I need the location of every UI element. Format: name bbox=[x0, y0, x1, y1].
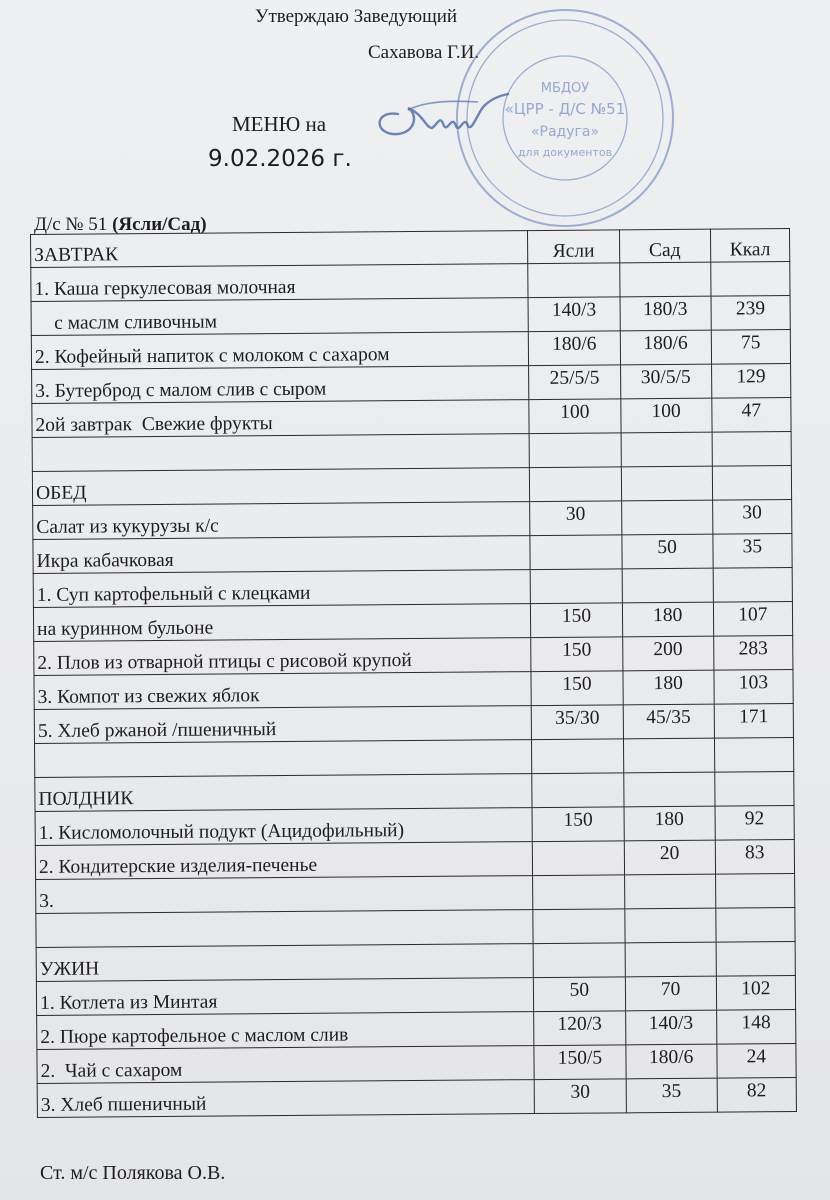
org-name: Д/с № 51 bbox=[34, 214, 108, 235]
kcal-value: 24 bbox=[717, 1044, 796, 1079]
yasli-portion bbox=[530, 569, 621, 604]
yasli-portion: 180/6 bbox=[529, 331, 620, 366]
sad-portion bbox=[623, 738, 714, 773]
yasli-portion: 50 bbox=[534, 977, 625, 1012]
dish-name: УЖИН bbox=[36, 944, 534, 982]
kcal-value: 239 bbox=[711, 296, 790, 331]
sad-portion bbox=[623, 772, 714, 807]
yasli-portion bbox=[533, 943, 624, 978]
dish-name: 1. Каша геркулесовая молочная bbox=[31, 264, 529, 302]
kcal-value bbox=[711, 262, 790, 297]
sad-portion bbox=[619, 262, 710, 297]
dish-name: ОБЕД bbox=[32, 468, 530, 506]
sad-portion: 70 bbox=[625, 976, 716, 1011]
yasli-portion: 150 bbox=[531, 671, 622, 706]
sad-portion: 50 bbox=[621, 534, 712, 569]
stamp-line-2: «ЦРР - Д/С №51 bbox=[504, 100, 626, 118]
sad-portion: 30/5/5 bbox=[620, 364, 711, 399]
dish-name: 3. Компот из свежих яблок bbox=[34, 672, 532, 710]
dish-name: ПОЛДНИК bbox=[35, 774, 533, 812]
kcal-value: 103 bbox=[714, 670, 793, 705]
stamp-line-1: МБДОУ bbox=[540, 81, 590, 96]
org-group: (Ясли/Сад) bbox=[112, 214, 207, 235]
yasli-portion bbox=[529, 433, 620, 468]
sad-portion bbox=[621, 466, 712, 501]
menu-date: 9.02.2026 г. bbox=[208, 146, 352, 172]
dish-name: 1. Кисломолочный подукт (Ацидофильный) bbox=[35, 808, 533, 846]
sad-portion: 35 bbox=[626, 1078, 717, 1113]
dish-name: 2. Кондитерские изделия-печенье bbox=[35, 842, 533, 880]
sad-portion: 180/3 bbox=[620, 296, 711, 331]
yasli-portion bbox=[532, 773, 623, 808]
table-header-row bbox=[31, 229, 790, 268]
sad-portion: 180 bbox=[624, 806, 715, 841]
dish-name: 1. Котлета из Минтая bbox=[36, 978, 534, 1016]
dish-name: 3. Хлеб пшеничный bbox=[37, 1080, 535, 1118]
sad-portion: 180 bbox=[622, 670, 713, 705]
sad-portion: 200 bbox=[622, 636, 713, 671]
sad-portion: 45/35 bbox=[623, 704, 714, 739]
table-row bbox=[37, 1078, 796, 1118]
kcal-value bbox=[716, 942, 795, 977]
dish-name bbox=[36, 910, 534, 948]
dish-name: с маслм сливочным bbox=[31, 298, 529, 336]
dish-name: 3. Бутерброд с малом слив с сыром bbox=[32, 366, 530, 404]
header-section-breakfast: ЗАВТРАК bbox=[31, 231, 529, 268]
sad-portion: 180 bbox=[622, 602, 713, 637]
yasli-portion bbox=[532, 739, 623, 774]
dish-name: 2. Пюре картофельное с маслом слив bbox=[37, 1012, 535, 1050]
sad-portion bbox=[622, 568, 713, 603]
kcal-value bbox=[715, 772, 794, 807]
sad-portion bbox=[624, 908, 715, 943]
kcal-value: 129 bbox=[711, 364, 790, 399]
stamp-line-4: для документов bbox=[517, 146, 613, 159]
kcal-value: 283 bbox=[713, 636, 792, 671]
footer-signed: Ст. м/с Полякова О.В. bbox=[40, 1162, 226, 1184]
kcal-value: 35 bbox=[713, 534, 792, 569]
yasli-portion bbox=[533, 909, 624, 944]
yasli-portion: 100 bbox=[529, 399, 620, 434]
yasli-portion: 120/3 bbox=[534, 1011, 625, 1046]
sad-portion bbox=[621, 500, 712, 535]
approval-line-2: Сахавова Г.И. bbox=[368, 42, 480, 63]
kcal-value bbox=[712, 466, 791, 501]
sad-portion bbox=[621, 432, 712, 467]
kcal-value bbox=[712, 432, 791, 467]
yasli-portion: 150 bbox=[532, 807, 623, 842]
approval-line-1: Утверждаю Заведующий bbox=[255, 6, 458, 27]
yasli-portion bbox=[528, 263, 619, 298]
yasli-portion: 35/30 bbox=[532, 705, 623, 740]
kcal-value bbox=[713, 568, 792, 603]
stamp-line-3: «Радуга» bbox=[530, 124, 600, 140]
kcal-value: 148 bbox=[716, 1010, 795, 1045]
signature-scribble bbox=[368, 84, 518, 144]
kcal-value bbox=[714, 738, 793, 773]
kcal-value: 102 bbox=[716, 976, 795, 1011]
dish-name: Салат из кукурузы к/с bbox=[33, 502, 531, 540]
dish-name: 2ой завтрак Свежие фрукты bbox=[32, 400, 530, 438]
menu-title: МЕНЮ на bbox=[232, 112, 327, 136]
dish-name: на куринном бульоне bbox=[33, 604, 531, 642]
yasli-portion: 25/5/5 bbox=[529, 365, 620, 400]
yasli-portion: 150/5 bbox=[534, 1045, 625, 1080]
dish-name bbox=[32, 434, 530, 472]
kcal-value: 107 bbox=[713, 602, 792, 637]
dish-name: 2. Кофейный напиток с молоком с сахаром bbox=[31, 332, 529, 370]
kcal-value: 75 bbox=[711, 330, 790, 365]
kcal-value bbox=[715, 874, 794, 909]
kcal-value: 30 bbox=[712, 500, 791, 535]
sad-portion: 100 bbox=[620, 398, 711, 433]
header-yasli: Ясли bbox=[528, 230, 619, 264]
dish-name: 5. Хлеб ржаной /пшеничный bbox=[34, 706, 532, 744]
dish-name: 3. bbox=[36, 876, 534, 914]
kcal-value: 83 bbox=[715, 840, 794, 875]
sad-portion: 180/6 bbox=[620, 330, 711, 365]
yasli-portion: 150 bbox=[531, 603, 622, 638]
kcal-value: 92 bbox=[715, 806, 794, 841]
kcal-value: 171 bbox=[714, 704, 793, 739]
yasli-portion: 30 bbox=[530, 501, 621, 536]
sad-portion: 180/6 bbox=[625, 1044, 716, 1079]
sad-portion: 20 bbox=[624, 840, 715, 875]
header-kcal: Ккал bbox=[710, 229, 789, 263]
dish-name bbox=[35, 740, 533, 778]
dish-name: Икра кабачковая bbox=[33, 536, 531, 574]
sad-portion bbox=[625, 942, 716, 977]
dish-name: 2. Чай с сахаром bbox=[37, 1046, 535, 1084]
yasli-portion: 150 bbox=[531, 637, 622, 672]
kcal-value: 82 bbox=[717, 1078, 796, 1113]
yasli-portion bbox=[533, 875, 624, 910]
yasli-portion: 30 bbox=[534, 1079, 625, 1114]
dish-name: 1. Суп картофельный с клецками bbox=[33, 570, 531, 608]
header-sad: Сад bbox=[619, 229, 710, 263]
yasli-portion bbox=[530, 535, 621, 570]
kcal-value: 47 bbox=[712, 398, 791, 433]
kcal-value bbox=[716, 908, 795, 943]
yasli-portion: 140/3 bbox=[528, 297, 619, 332]
menu-table bbox=[30, 228, 797, 1118]
sad-portion: 140/3 bbox=[625, 1010, 716, 1045]
yasli-portion bbox=[533, 841, 624, 876]
yasli-portion bbox=[530, 467, 621, 502]
sad-portion bbox=[624, 874, 715, 909]
dish-name: 2. Плов из отварной птицы с рисовой крупой bbox=[34, 638, 532, 676]
